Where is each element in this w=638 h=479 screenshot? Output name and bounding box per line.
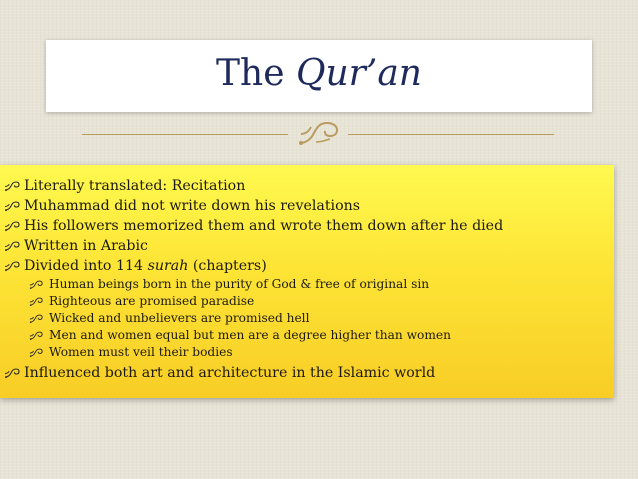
bullet-item bbox=[0, 196, 614, 216]
sub-bullet-text: Men and women equal but men are a degree higher than women bbox=[49, 328, 451, 342]
slide-title-italic: Qur’an bbox=[295, 53, 422, 94]
sub-bullet-text: Human beings born in the purity of God & free of original sin bbox=[49, 277, 430, 291]
bullet-item bbox=[0, 176, 614, 196]
slide-title bbox=[46, 52, 592, 96]
bullet-text: Muhammad did not write down his revelations bbox=[24, 198, 361, 214]
sub-bullet-item bbox=[0, 310, 614, 327]
fleuron-sub-bullet-icon bbox=[29, 348, 43, 358]
fleuron-bullet-icon bbox=[4, 241, 20, 252]
bullet-text-post: (chapters) bbox=[188, 258, 267, 274]
fleuron-icon bbox=[296, 119, 342, 149]
bullet-list bbox=[0, 176, 614, 383]
sub-bullet-text: Wicked and unbelievers are promised hell bbox=[49, 311, 310, 325]
bullet-text: Literally translated: Recitation bbox=[24, 178, 246, 194]
sub-bullet-item bbox=[0, 344, 614, 361]
title-box bbox=[46, 40, 592, 112]
fleuron-bullet-icon bbox=[4, 221, 20, 232]
bullet-text: Written in Arabic bbox=[24, 238, 148, 254]
sub-bullet-item bbox=[0, 293, 614, 310]
fleuron-sub-bullet-icon bbox=[29, 331, 43, 341]
sub-bullet-text: Women must veil their bodies bbox=[49, 345, 233, 359]
sub-bullet-text: Righteous are promised paradise bbox=[49, 294, 255, 308]
bullet-item bbox=[0, 236, 614, 256]
bullet-item bbox=[0, 256, 614, 276]
content-box bbox=[0, 165, 614, 398]
fleuron-sub-bullet-icon bbox=[29, 314, 43, 324]
sub-bullet-item bbox=[0, 327, 614, 344]
bullet-item bbox=[0, 363, 614, 383]
fleuron-bullet-icon bbox=[4, 201, 20, 212]
fleuron-bullet-icon bbox=[4, 181, 20, 192]
fleuron-bullet-icon bbox=[4, 261, 20, 272]
divider-line-left bbox=[82, 134, 288, 135]
bullet-text: Influenced both art and architecture in the Islamic world bbox=[24, 365, 436, 381]
bullet-text-pre: Divided into 114 bbox=[24, 258, 148, 274]
bullet-text bbox=[24, 256, 267, 276]
bullet-text: His followers memorized them and wrote them down after he died bbox=[24, 218, 504, 234]
fleuron-sub-bullet-icon bbox=[29, 280, 43, 290]
slide-title-text: The bbox=[216, 53, 296, 94]
bullet-text-italic: surah bbox=[147, 258, 189, 274]
divider-line-right bbox=[348, 134, 554, 135]
sub-bullet-item bbox=[0, 276, 614, 293]
fleuron-sub-bullet-icon bbox=[29, 297, 43, 307]
bullet-item bbox=[0, 216, 614, 236]
fleuron-bullet-icon bbox=[4, 368, 20, 379]
